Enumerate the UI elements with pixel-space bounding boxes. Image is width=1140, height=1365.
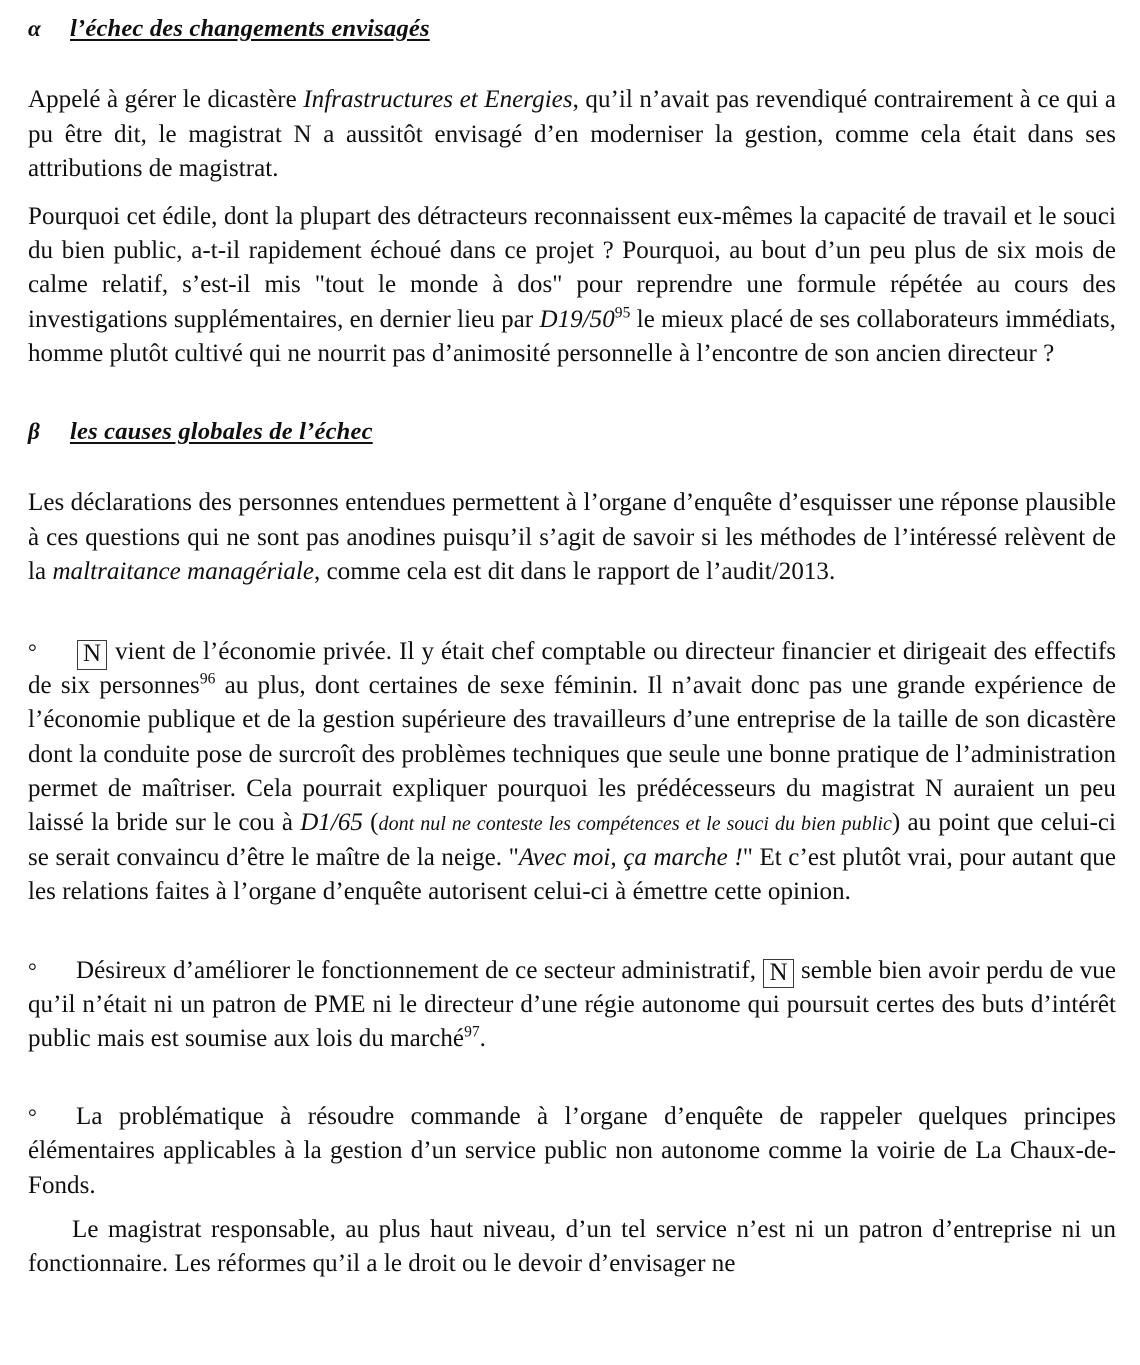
section-marker-alpha: α	[28, 16, 41, 41]
bullet-marker-icon: °	[28, 639, 37, 665]
spacer	[28, 1056, 1116, 1100]
reference-d19-50: D19/50	[539, 305, 615, 333]
text-run: , qu’il n’avait pas revendiqué contrairement à ce qui a pu être dit, le magistrat N a aussitôt envisagé d’en moderniser la gestion, comme cela était dans ses attributions de magistrat.	[28, 86, 1116, 182]
spacer	[28, 43, 1116, 83]
paragraph-magistrat-responsable: Le magistrat responsable, au plus haut niveau, d’un tel service n’est ni un patron d’entreprise ni un fonctionnaire. Les réformes qu’il a le droit ou le devoir d’envisager ne	[28, 1215, 1116, 1278]
text-run: " Et c’est plutôt vrai, pour autant que les relations faites à l’organe d’enquête autorisent celui-ci à émettre cette opinion.	[28, 844, 1116, 906]
text-run: , comme cela est dit dans le rapport de l’audit/2013.	[314, 557, 836, 585]
paragraph-appele	[28, 83, 1116, 186]
term-maltraitance-manageriale: maltraitance managériale	[52, 557, 315, 585]
text-run-italic: Infrastructures et Energies	[303, 86, 573, 114]
footnote-marker-96: 96	[199, 670, 216, 688]
section-heading-alpha	[28, 14, 1116, 43]
text-run: vient de l’économie privée. Il y était chef comptable ou directeur financier et dirigeait des effectifs de six personnes	[28, 638, 1116, 700]
section-heading-beta	[28, 417, 1116, 446]
bullet-item-2	[28, 954, 1116, 1057]
text-run: La problématique à résoudre commande à l’organe d’enquête de rappeler quelques principes élémentaires applicables à la gestion d’un service public non autonome comme la voirie de La Chaux-de-Fonds.	[28, 1103, 1116, 1199]
section-marker-beta: β	[28, 419, 40, 445]
text-run: le mieux placé de ses collaborateurs immédiats, homme plutôt cultivé qui ne nourrit pas d’animosité personnelle à l’encontre de son ancien directeur ?	[28, 305, 1116, 367]
text-run: au plus, dont certaines de sexe féminin. Il n’avait donc pas une grande expérience de l’économie publique et de la gestion supérieure des travailleurs d’une entreprise de la taille de son dicastère dont la conduite pose de surcroît des problèmes techniques que seule une bonne pratique de l’administration permet de maîtriser. Cela pourrait expliquer pourquoi les prédécesseurs du magistrat N auraient un peu laissé la bride sur le cou à	[28, 672, 1117, 837]
text-run: Appelé à gérer le dicastère	[28, 86, 304, 114]
text-run: au point que celui-ci se serait convaincu d’être le maître de la neige. "	[28, 809, 1116, 872]
bullet-item-1	[28, 635, 1116, 910]
section-title-alpha: l’échec des changements envisagés	[70, 15, 430, 42]
text-run: )	[891, 809, 901, 837]
text-run: Pourquoi cet édile, dont la plupart des détracteurs reconnaissent eux-mêmes la capacité de travail et le souci du bien public, a-t-il rapidement échoué dans ce projet ? Pourquoi, au bout d’un peu plus de six mois de calme relatif, s’est-il mis "tout le monde à dos" pour reprendre une formule répétée au cours des investigations supplémentaires, en dernier lieu par	[28, 203, 1116, 333]
text-run: .	[479, 1025, 486, 1053]
bullet-item-3	[28, 1100, 1116, 1203]
spacer	[28, 910, 1116, 954]
text-run: Les déclarations des personnes entendues permettent à l’organe d’enquête d’esquisser une réponse plausible à ces questions qui ne sont pas anodines puisqu’il s’agit de savoir si les méthodes de l’intéressé relèvent de la	[28, 489, 1116, 585]
spacer	[28, 186, 1116, 200]
bullet-marker-icon: °	[28, 957, 37, 983]
quoted-phrase: Avec moi, ça marche !	[518, 844, 743, 872]
paragraph-pourquoi	[28, 200, 1116, 371]
section-title-beta: les causes globales de l’échec	[70, 418, 373, 446]
boxed-token-n: N	[763, 959, 793, 989]
text-run: (	[362, 809, 379, 837]
spacer	[28, 371, 1116, 417]
spacer	[28, 589, 1116, 635]
spacer	[28, 1203, 1116, 1213]
footnote-marker-95: 95	[614, 304, 631, 322]
text-run: semble bien avoir perdu de vue qu’il n’était ni un patron de PME ni le directeur d’une régie autonome qui poursuit certes des buts d’intérêt public mais est soumise aux lois du marché	[28, 956, 1116, 1053]
bullet-marker-icon: °	[28, 1104, 37, 1130]
parenthetical-note: dont nul ne conteste les compétences et le souci du bien public	[378, 813, 892, 836]
text-run: Désireux d’améliorer le fonctionnement de ce secteur administratif,	[76, 956, 763, 984]
reference-d1-65: D1/65	[300, 809, 363, 837]
paragraph-declarations	[28, 486, 1116, 589]
footnote-marker-97: 97	[464, 1023, 480, 1041]
boxed-token-n: N	[77, 640, 107, 670]
spacer	[28, 446, 1116, 486]
